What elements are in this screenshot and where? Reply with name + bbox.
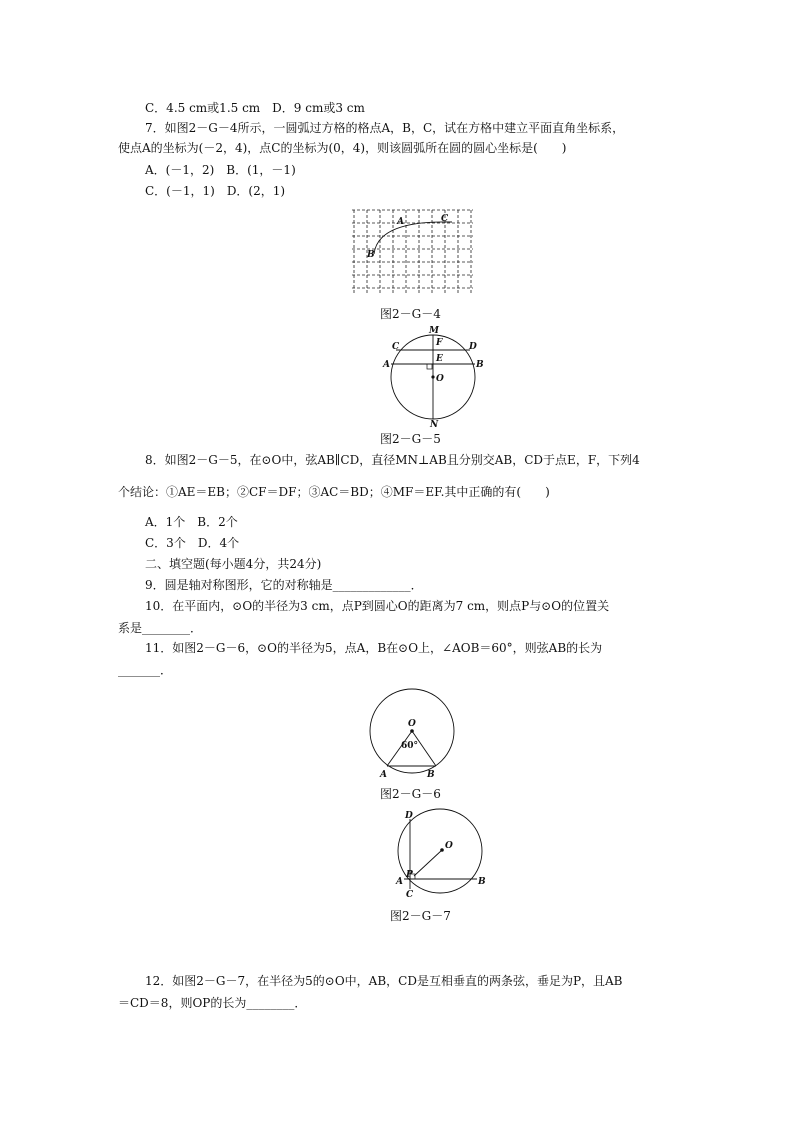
q10-stem-line2: 系是________． [118, 621, 203, 635]
q11-stem-line2: _______． [118, 663, 173, 677]
figure-caption-2-g-7: 图2－G－7 [390, 909, 451, 923]
fig5-label-n: N [430, 420, 439, 430]
figure-2-g-5 [382, 322, 492, 430]
q10-stem-line1: 10．在平面内，⊙O的半径为3 cm，点P到圆心O的距离为7 cm，则点P与⊙O的位置关 [145, 599, 610, 613]
q6-options-cd: C．4.5 cm或1.5 cm D．9 cm或3 cm [145, 101, 365, 115]
q8-options-ab: A．1个 B．2个 [145, 515, 238, 529]
fig7-label-p: P [406, 870, 413, 880]
fig5-label-a: A [383, 360, 390, 370]
q8-stem-line2: 个结论：①AE＝EB；②CF＝DF；③AC＝BD；④MF＝EF.其中正确的有( ) [118, 485, 550, 499]
q12-stem-line1: 12．如图2－G－7，在半径为5的⊙O中，AB，CD是互相垂直的两条弦，垂足为P，且AB [145, 974, 623, 988]
fig6-label-o: O [408, 719, 416, 729]
fig7-label-o: O [445, 841, 453, 851]
fig5-label-f: F [436, 338, 443, 348]
figure-caption-2-g-6: 图2－G－6 [380, 787, 441, 801]
q11-stem-line1: 11．如图2－G－6，⊙O的半径为5，点A，B在⊙O上，∠AOB＝60°，则弦AB的长为 [145, 641, 603, 655]
q12-stem-line2: ＝CD＝8，则OP的长为________． [118, 996, 307, 1010]
fig7-label-b: B [478, 877, 486, 887]
fig7-label-d: D [405, 811, 413, 821]
fig4-label-b: B [367, 250, 375, 260]
fig6-label-angle: 60° [401, 741, 419, 751]
figure-2-g-6 [364, 686, 464, 780]
q8-stem-line1: 8．如图2－G－5，在⊙O中，弦AB∥CD，直径MN⊥AB且分别交AB，CD于点E，F，下列4 [145, 453, 640, 467]
fig5-label-m: M [429, 326, 439, 336]
q7-stem-line1: 7．如图2－G－4所示，一圆弧过方格的格点A，B，C，试在方格中建立平面直角坐标系， [145, 121, 625, 135]
fig4-label-a: A [397, 217, 404, 227]
fig5-label-d: D [469, 342, 477, 352]
figure-caption-2-g-4: 图2－G－4 [380, 307, 441, 321]
fig4-label-c: C [441, 214, 449, 224]
fig6-label-b: B [427, 770, 435, 780]
q8-options-cd: C．3个 D．4个 [145, 536, 240, 550]
q7-options-ab: A．(－1，2) B．(1，－1) [145, 163, 296, 177]
fig5-label-b: B [476, 360, 484, 370]
q7-options-cd: C．(－1，1) D．(2，1) [145, 184, 286, 198]
figure-2-g-7 [392, 806, 492, 902]
fig5-label-c: C [392, 342, 400, 352]
q7-stem-line2: 使点A的坐标为(－2，4)，点C的坐标为(0，4)，则该圆弧所在圆的圆心坐标是( ) [118, 141, 567, 155]
fig6-label-a: A [380, 770, 387, 780]
section-heading-fill-in: 二、填空题(每小题4分，共24分) [145, 557, 322, 571]
q9-stem: 9．圆是轴对称图形，它的对称轴是_____________． [145, 578, 423, 592]
fig5-label-e: E [436, 354, 443, 364]
fig7-label-a: A [396, 877, 403, 887]
figure-2-g-4 [352, 208, 470, 296]
fig7-label-c: C [406, 890, 414, 900]
figure-caption-2-g-5: 图2－G－5 [380, 432, 441, 446]
fig5-label-o: O [436, 374, 444, 384]
